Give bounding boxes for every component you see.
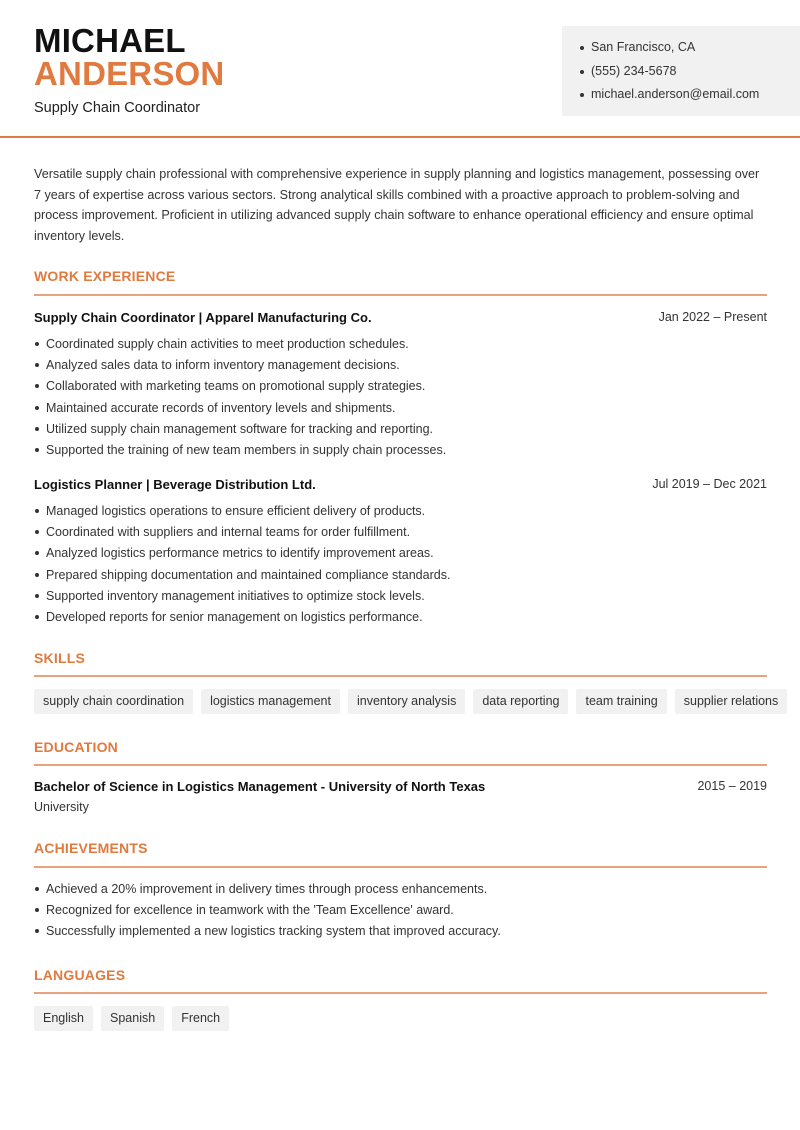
bullet-icon (35, 594, 39, 598)
job-role: Supply Chain Coordinator | Apparel Manufacturing Co. (34, 310, 372, 325)
contact-location: San Francisco, CA (580, 39, 800, 63)
list-item: Analyzed logistics performance metrics to identify improvement areas. (34, 545, 767, 566)
bullet-icon (35, 448, 39, 452)
bullet-icon (580, 70, 584, 74)
bullet-icon (35, 573, 39, 577)
bullet-icon (35, 908, 39, 912)
bullet-icon (35, 406, 39, 410)
bullet-icon (35, 551, 39, 555)
skills-list (34, 689, 787, 714)
education-type: University (34, 800, 89, 814)
list-item: Analyzed sales data to inform inventory management decisions. (34, 357, 767, 378)
language-chip: French (172, 1006, 229, 1031)
list-item: Supported the training of new team members in supply chain processes. (34, 442, 767, 463)
job-title: Supply Chain Coordinator (34, 100, 201, 116)
section-divider (34, 866, 767, 868)
skill-chip: data reporting (473, 689, 568, 714)
degree: Bachelor of Science in Logistics Management - University of North Texas (34, 779, 486, 794)
list-item: Recognized for excellence in teamwork with the 'Team Excellence' award. (34, 902, 767, 923)
section-divider (34, 992, 767, 994)
bullet-icon (35, 530, 39, 534)
list-item: Utilized supply chain management software for tracking and reporting. (34, 421, 767, 442)
job-header (34, 477, 767, 492)
bullet-icon (35, 427, 39, 431)
summary-text: Versatile supply chain professional with comprehensive experience in supply planning and logistics management, possessing over 7 years of expertise across various sectors. Strong analytical skills combined with a proactive approach to problem-solving and process improvement. Proficient in utilizing advanced supply chain software to enhance operational efficiency and ensure optimal inventory levels. (34, 167, 760, 244)
list-item: Maintained accurate records of inventory levels and shipments. (34, 400, 767, 421)
resume-header (0, 0, 800, 138)
skill-chip: team training (576, 689, 666, 714)
languages-list (34, 1006, 229, 1031)
section-divider (34, 675, 767, 677)
last-name: ANDERSON (34, 55, 225, 92)
contact-email: michael.anderson@email.com (580, 86, 800, 110)
list-item: Coordinated with suppliers and internal teams for order fulfillment. (34, 524, 767, 545)
bullet-icon (35, 384, 39, 388)
section-divider (34, 764, 767, 766)
contact-phone: (555) 234-5678 (580, 63, 800, 87)
bullet-icon (580, 46, 584, 50)
list-item: Prepared shipping documentation and maintained compliance standards. (34, 567, 767, 588)
section-title-education: EDUCATION (34, 739, 118, 755)
section-divider (34, 294, 767, 296)
job-bullets (34, 503, 767, 630)
list-item: Coordinated supply chain activities to meet production schedules. (34, 336, 767, 357)
section-title-skills: SKILLS (34, 650, 85, 666)
language-chip: English (34, 1006, 93, 1031)
achievements-list (34, 881, 767, 945)
job-dates: Jan 2022 – Present (658, 310, 767, 324)
section-title-achievements: ACHIEVEMENTS (34, 840, 148, 856)
bullet-icon (35, 887, 39, 891)
list-item: Managed logistics operations to ensure efficient delivery of products. (34, 503, 767, 524)
list-item: Achieved a 20% improvement in delivery times through process enhancements. (34, 881, 767, 902)
bullet-icon (580, 93, 584, 97)
section-title-languages: LANGUAGES (34, 967, 126, 983)
job-role: Logistics Planner | Beverage Distribution Ltd. (34, 477, 316, 492)
bullet-icon (35, 342, 39, 346)
section-title-work: WORK EXPERIENCE (34, 268, 176, 284)
list-item: Successfully implemented a new logistics tracking system that improved accuracy. (34, 923, 767, 944)
language-chip: Spanish (101, 1006, 164, 1031)
job-bullets (34, 336, 767, 463)
education-dates: 2015 – 2019 (697, 779, 767, 793)
skill-chip: inventory analysis (348, 689, 465, 714)
list-item: Supported inventory management initiatives to optimize stock levels. (34, 588, 767, 609)
list-item: Developed reports for senior management on logistics performance. (34, 609, 767, 630)
skill-chip: logistics management (201, 689, 340, 714)
bullet-icon (35, 363, 39, 367)
skill-chip: supply chain coordination (34, 689, 193, 714)
bullet-icon (35, 615, 39, 619)
skill-chip: supplier relations (675, 689, 788, 714)
job-dates: Jul 2019 – Dec 2021 (652, 477, 767, 491)
contact-box (562, 26, 800, 116)
list-item: Collaborated with marketing teams on promotional supply strategies. (34, 378, 767, 399)
first-name: MICHAEL (34, 22, 186, 59)
education-header (34, 779, 767, 794)
bullet-icon (35, 929, 39, 933)
bullet-icon (35, 509, 39, 513)
job-header (34, 310, 767, 325)
